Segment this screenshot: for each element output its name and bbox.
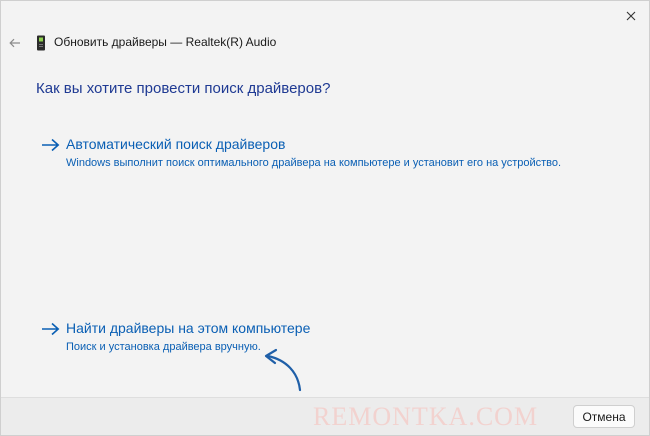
cancel-button[interactable]: Отмена xyxy=(573,405,635,428)
option-browse-title[interactable]: Найти драйверы на этом компьютере xyxy=(66,320,311,336)
back-button[interactable] xyxy=(5,33,25,53)
page-title: Как вы хотите провести поиск драйверов? xyxy=(36,80,331,97)
watermark: REMONTKA.COM xyxy=(313,402,539,431)
arrow-right-icon xyxy=(41,138,61,152)
close-button[interactable] xyxy=(613,1,649,31)
device-icon xyxy=(36,35,46,51)
close-icon xyxy=(626,11,636,21)
option-auto-description[interactable]: Windows выполнит поиск оптимального драйвера на компьютере и установит его на устройство. xyxy=(66,157,562,169)
arrow-right-icon xyxy=(41,322,61,336)
dialog-footer xyxy=(1,397,649,436)
annotation-arrow-icon xyxy=(256,346,316,396)
option-auto-title[interactable]: Автоматический поиск драйверов xyxy=(66,136,286,152)
option-auto-search[interactable] xyxy=(41,136,601,176)
dialog-header xyxy=(1,29,649,57)
window-title: Обновить драйверы — Realtek(R) Audio xyxy=(54,35,277,49)
back-arrow-icon xyxy=(9,38,21,48)
option-browse-description[interactable]: Поиск и установка драйвера вручную. xyxy=(66,341,261,353)
